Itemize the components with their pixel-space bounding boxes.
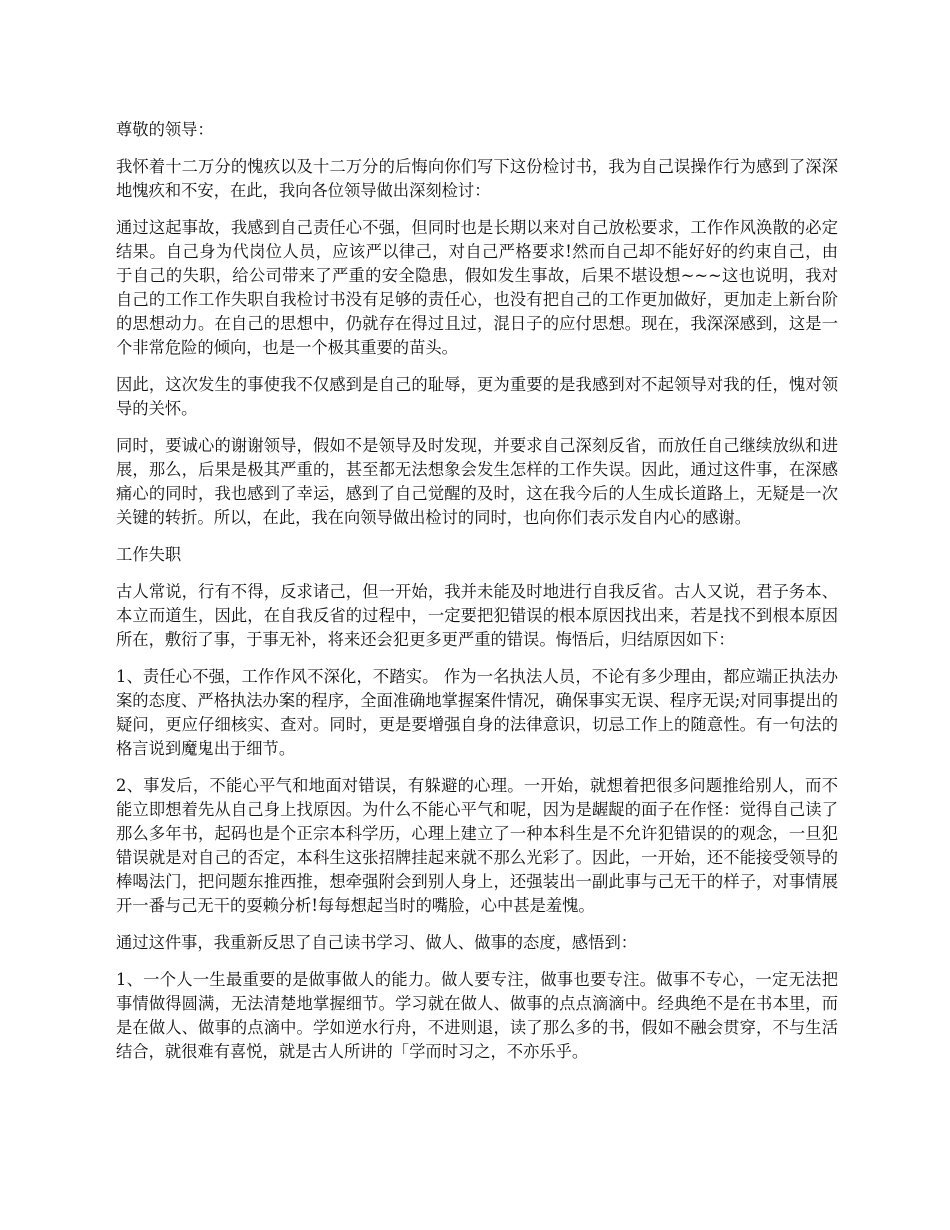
section-heading: 工作失职 bbox=[116, 545, 182, 564]
document-page bbox=[116, 118, 838, 1076]
paragraph-lessons-intro: 通过这件事，我重新反思了自己读书学习、做人、做事的态度，感悟到： bbox=[116, 933, 638, 952]
salutation: 尊敬的领导： bbox=[116, 120, 214, 139]
paragraph-thanks: 同时，要诚心的谢谢领导，假如不是领导及时发现，并要求自己深刻反省，而放任自己继续放纵和进展，那么，后果是极其严重的，甚至都无法想象会发生怎样的工作失误。因此，通过这件事，在深感痛心的同时，我也感到了幸运，感到了自己觉醒的及时，这在我今后的人生成长道路上，无疑是一次关键的转折。所以，在此，我在向领导做出检讨的同时，也向你们表示发自内心的感谢。 bbox=[116, 436, 838, 527]
paragraph-reason-1: 1、责任心不强，工作作风不深化，不踏实。 作为一名执法人员，不论有多少理由，都应端正执法办案的态度、严格执法办案的程序，全面准确地掌握案件情况，确保事实无误、程序无误;对同事提出的疑问，更应仔细核实、查对。同时，更是要增强自身的法律意识，切忌工作上的随意性。有一句法的格言说到魔鬼出于细节。 bbox=[116, 667, 838, 758]
paragraph-intro: 我怀着十二万分的愧疚以及十二万分的后悔向你们写下这份检讨书，我为自己误操作行为感到了深深地愧疚和不安，在此，我向各位领导做出深刻检讨： bbox=[116, 157, 838, 200]
paragraph-reflection: 古人常说，行有不得，反求诸己，但一开始，我并未能及时地进行自我反省。古人又说，君子务本、本立而道生，因此，在自我反省的过程中，一定要把犯错误的根本原因找出来，若是找不到根本原因所在，敷衍了事，于事无补，将来还会犯更多更严重的错误。悔悟后，归结原因如下： bbox=[116, 582, 838, 649]
paragraph-lesson-1: 1、一个人一生最重要的是做事做人的能力。做人要专注，做事也要专注。做事不专心，一定无法把事情做得圆满，无法清楚地掌握细节。学习就在做人、做事的点点滴滴中。经典绝不是在书本里，而是在做人、做事的点滴中。学如逆水行舟，不进则退，读了那么多的书，假如不融会贯穿，不与生活结合，就很难有喜悦，就是古人所讲的「学而时习之，不亦乐乎。 bbox=[116, 970, 838, 1061]
paragraph-shame: 因此，这次发生的事使我不仅感到是自己的耻辱，更为重要的是我感到对不起领导对我的任，愧对领导的关怀。 bbox=[116, 375, 838, 418]
paragraph-reason-2: 2、事发后，不能心平气和地面对错误，有躲避的心理。一开始，就想着把很多问题推给别人，而不能立即想着先从自己身上找原因。为什么不能心平气和呢，因为是龌龊的面子在作怪：觉得自己读了那么多年书，起码也是个正宗本科学历，心理上建立了一种本科生是不允许犯错误的的观念，一旦犯错误就是对自己的否定，本科生这张招牌挂起来就不那么光彩了。因此，一开始，还不能接受领导的棒喝法门，把问题东推西推，想牵强附会到别人身上，还强装出一副此事与己无干的样子，对事情展开一番与己无干的耍赖分析!每每想起当时的嘴脸，心中甚是羞愧。 bbox=[116, 776, 838, 915]
paragraph-accident: 通过这起事故，我感到自己责任心不强，但同时也是长期以来对自己放松要求，工作作风涣散的必定结果。自己身为代岗位人员，应该严以律己，对自己严格要求!然而自己却不能好好的约束自己，由于自己的失职，给公司带来了严重的安全隐患，假如发生事故，后果不堪设想~~~这也说明，我对自己的工作工作失职自我检讨书没有足够的责任心，也没有把自己的工作更加做好，更加走上新台阶的思想动力。在自己的思想中，仍就存在得过且过，混日子的应付思想。现在，我深深感到，这是一个非常危险的倾向，也是一个极其重要的苗头。 bbox=[116, 218, 838, 357]
